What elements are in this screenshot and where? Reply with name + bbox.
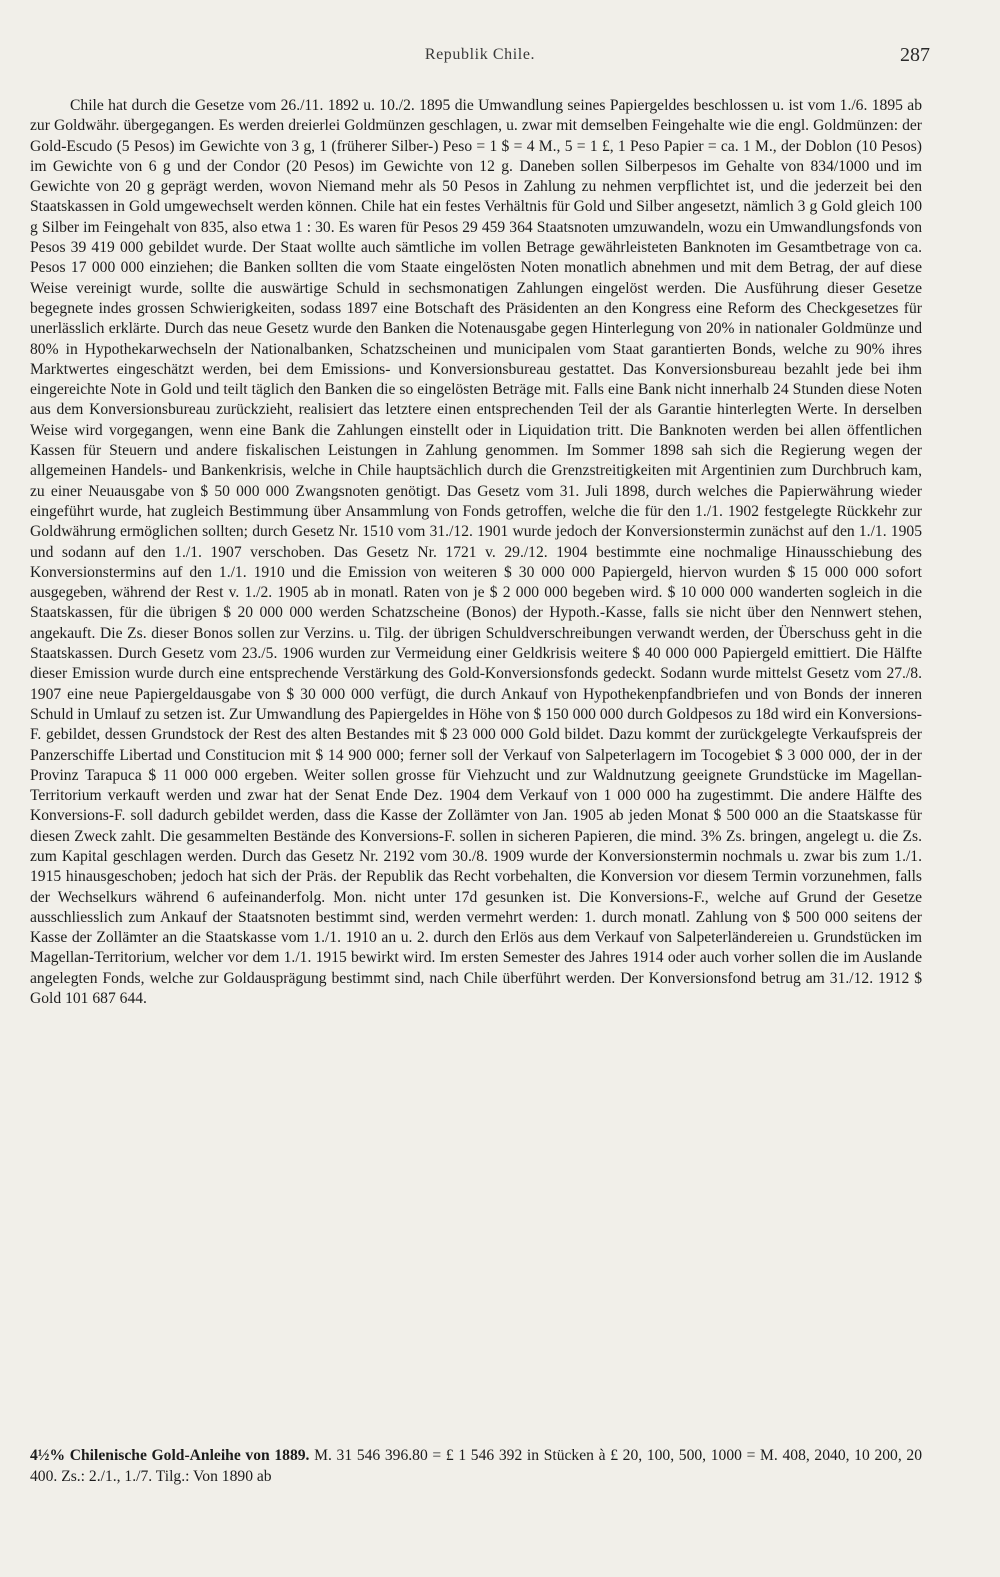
paragraph-currency-conversion: Chile hat durch die Gesetze vom 26./11. 1892 u. 10./2. 1895 die Umwandlung seines Papiergeldes beschlossen u. ist vom 1./6. 1895 ab zur Goldwähr. übergegangen. Es werden dreierlei Goldmünzen geschlagen, u. zwar mit demselben Feingehalte wie die engl. Goldmünzen: der Gold-Escudo (5 Pesos) im Gewichte von 3 g, 1 (früherer Silber-) Peso = 1 $ = 4 M., 5 = 1 £, 1 Peso Papier = ca. 1 M., der Doblon (10 Pesos) im Gewichte von 6 g und der Condor (20 Pesos) im Gewichte von 12 g. Daneben sollen Silberpesos im Gehalte von 834/1000 und im Gewichte von 20 g geprägt werden, wovon Niemand mehr als 50 Pesos in Zahlung zu nehmen verpflichtet ist, und die jederzeit bei den Staatskassen in Gold umgewechselt werden können. Chile hat ein festes Verhältnis für Gold und Silber angesetzt, nämlich 3 g Gold gleich 100 g Silber im Feingehalt von 835, also etwa 1 : 30. Es waren für Pesos 29 459 364 Staatsnoten umzuwandeln, wozu ein Umwandlungsfonds von Pesos 39 419 000 gebildet wurde. Der Staat wollte auch sämtliche im vollen Betrage gewährleisteten Banknoten im Gesamtbetrage von ca. Pesos 17 000 000 einziehen; die Banken sollten die vom Staate eingelösten Noten monatlich abnehmen und mit dem Betrag, der auf diese Weise vereinigt wurde, sollte die auswärtige Schuld in sechsmonatigen Zahlungen eingelöst werden. Die Ausführung dieser Gesetze begegnete indes grossen Schwierigkeiten, sodass 1897 eine Botschaft des Präsidenten an den Kongress eine Reform des Checkgesetzes für unerlässlich erklärte. Durch das neue Gesetz wurde den Banken die Notenausgabe gegen Hinterlegung von 20% in nationaler Goldmünze und 80% in Hypothekarwechseln der Nationalbanken, Schatzscheinen und municipalen vom Staat garantierten Bonds, welche zu 90% ihres Marktwertes eingeschätzt werden, bei dem Emissions- und Konversionsbureau gestattet. Das Konversionsbureau bezahlt jede bei ihm eingereichte Note in Gold und teilt täglich den Banken die so eingelösten Beträge mit. Falls eine Bank nicht innerhalb 24 Stunden diese Noten aus dem Konversionsbureau zurückzieht, realisiert das letztere einen entsprechenden Teil der als Garantie hinterlegten Werte. In derselben Weise wird vorgegangen, wenn eine Bank die Zahlungen einstellt oder in Liquidation tritt. Die Banknoten werden bei allen öffentlichen Kassen für Steuern und andere fiskalischen Leistungen in Zahlung genommen. Im Sommer 1898 sah sich die Regierung wegen der allgemeinen Handels- und Bankenkrisis, welche in Chile hauptsächlich durch die Grenzstreitigkeiten mit Argentinien zum Durchbruch kam, zu einer Neuausgabe von $ 50 000 000 Zwangsnoten genötigt. Das Gesetz vom 31. Juli 1898, durch welches die Papierwährung wieder eingeführt wurde, hat zugleich Bestimmung über Ansammlung von Fonds getroffen, welche die für den 1./1. 1902 festgelegte Rückkehr zur Goldwährung ermöglichen sollten; durch Gesetz Nr. 1510 vom 31./12. 1901 wurde jedoch der Konversionstermin zunächst auf den 1./1. 1905 und sodann auf den 1./1. 1907 verschoben. Das Gesetz Nr. 1721 v. 29./12. 1904 bestimmte eine nochmalige Hinausschiebung des Konversionstermins auf den 1./1. 1910 und die Emission von weiteren $ 30 000 000 Papiergeld, hiervon wurden $ 15 000 000 sofort ausgegeben, während der Rest v. 1./2. 1905 ab in monatl. Raten von je $ 2 000 000 begeben wird. $ 10 000 000 wanderten sogleich in die Staatskassen, für die übrigen $ 20 000 000 werden Schatzscheine (Bonos) der Hypoth.-Kasse, falls sie nicht über den Nennwert stehen, angekauft. Die Zs. dieser Bonos sollen zur Verzins. u. Tilg. der übrigen Schuldverschreibungen verwandt werden, der Überschuss geht in die Staatskassen. Durch Gesetz vom 23./5. 1906 wurden zur Vermeidung einer Geldkrisis weitere $ 40 000 000 Papiergeld emittiert. Die Hälfte dieser Emission wurde durch eine entsprechende Verstärkung des Gold-Konversionsfonds gedeckt. Sodann wurde mittelst Gesetz vom 27./8. 1907 eine neue Papiergeldausgabe von $ 30 000 000 verfügt, die durch Ankauf von Hypothekenpfandbriefen und von Bonds der inneren Schuld in Umlauf zu setzen ist. Zur Umwandlung des Papiergeldes in Höhe von $ 150 000 000 durch Goldpesos zu 18d wird ein Konversions-F. gebildet, dessen Grundstock der Rest des alten Bestandes mit $ 23 000 000 Gold bildet. Dazu kommt der zurückgelegte Verkaufspreis der Panzerschiffe Libertad und Constitucion mit $ 14 900 000; ferner soll der Verkauf von Salpeterlagern im Tocogebiet $ 3 000 000, der in der Provinz Tarapuca $ 11 000 000 ergeben. Weiter sollen grosse für Viehzucht und zur Waldnutzung geeignete Grundstücke im Magellan-Territorium verkauft werden und zwar hat der Senat Ende Dez. 1904 dem Verkauf von 1 000 000 ha zugestimmt. Die andere Hälfte des Konversions-F. soll dadurch gebildet werden, dass die Kasse der Zollämter von Jan. 1905 ab jeden Monat $ 500 000 an die Staatskasse für diesen Zweck zahlt. Die gesammelten Bestände des Konversions-F. sollen in sicheren Papieren, die mind. 3% Zs. bringen, angelegt u. die Zs. zum Kapital geschlagen werden. Durch das Gesetz Nr. 2192 vom 30./8. 1909 wurde der Konversionstermin nochmals u. zwar bis zum 1./1. 1915 hinausgeschoben; jedoch hat sich der Präs. der Republik das Recht vorbehalten, die Konversion vor diesem Termin vorzunehmen, falls der Wechselkurs während 6 aufeinanderfolg. Mon. nicht unter 17d gesunken ist. Die Konversions-F., welche auf Grund der Gesetze ausschliesslich zum Ankauf der Staatsnoten bestimmt sind, werden vermehrt werden: 1. durch monatl. Zahlung von $ 500 000 seitens der Kasse der Zollämter an die Staatskasse vom 1./1. 1910 an u. 2. durch den Erlös aus dem Verkauf von Salpeterländereien u. Grundstücken im Magellan-Territorium, welcher vor dem 1./1. 1915 bewirkt wird. Im ersten Semester des Jahres 1914 oder auch vorher sollen die im Auslande angelegten Fonds, welche zur Goldausprägung bestimmt sind, nach Chile überführt werden. Der Konversionsfond betrug am 31./12. 1912 $ Gold 101 687 644.: [30, 97, 922, 1008]
page-number: 287: [900, 44, 930, 66]
body-text: [30, 96, 922, 1009]
running-title: Republik Chile.: [424, 46, 536, 63]
bond-text: M. 31 546 396.80 = £ 1 546 392 in Stücken à £ 20, 100, 500, 1000 = M. 408, 2040, 10 200, 20 400. Zs.: 2./1., 1./7. Tilg.: Von 1890 ab: [30, 1447, 922, 1485]
bond-title: 4½% Chilenische Gold-Anleihe von 1889.: [30, 1447, 310, 1464]
page-header: [30, 46, 930, 76]
bond-entry: [30, 1445, 922, 1487]
